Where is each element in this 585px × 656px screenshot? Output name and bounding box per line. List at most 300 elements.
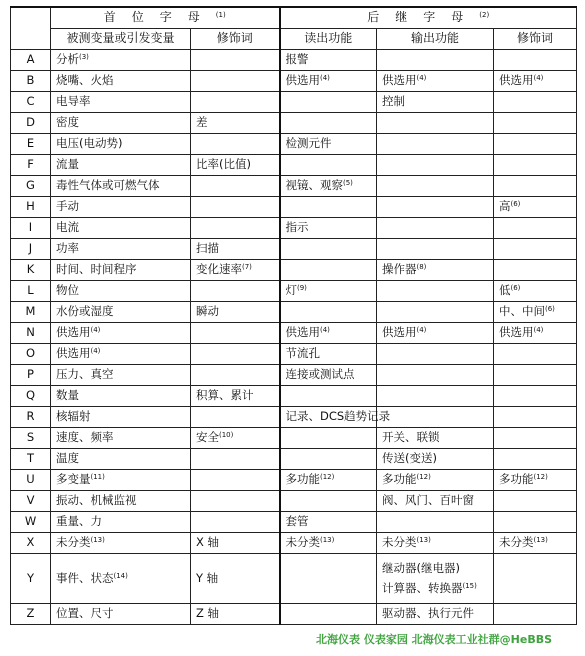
output-function-cell-note: (4) xyxy=(416,74,427,82)
measured-variable-cell-text: 温度 xyxy=(56,451,79,465)
succeeding-modifier-cell xyxy=(494,70,577,91)
letter-cell xyxy=(11,133,51,154)
measured-variable-cell-text: 振动、机械监视 xyxy=(56,493,137,507)
readout-function-cell-text: 记录、DCS趋势记录 xyxy=(285,409,391,423)
readout-function-cell xyxy=(280,91,377,112)
letter-cell-text: H xyxy=(26,199,35,213)
readout-function-cell xyxy=(280,603,377,624)
readout-function-cell-note: (4) xyxy=(320,74,330,82)
output-function-cell-note: (12) xyxy=(416,473,431,481)
measured-variable-cell xyxy=(51,406,191,427)
succeeding-modifier-cell xyxy=(494,364,577,385)
readout-function-cell xyxy=(280,217,377,238)
measured-variable-cell-text: 烧嘴、火焰 xyxy=(56,73,114,87)
succeeding-modifier-cell-note: (6) xyxy=(545,305,555,313)
succeeding-modifier-cell xyxy=(494,603,577,624)
measured-variable-cell-note: (3) xyxy=(79,53,89,61)
measured-variable-cell-text: 时间、时间程序 xyxy=(56,262,137,276)
first-modifier-cell xyxy=(191,385,280,406)
measured-variable-cell xyxy=(51,490,191,511)
letter-cell-text: S xyxy=(26,430,35,444)
table-row xyxy=(11,259,577,280)
succeeding-modifier-cell-note: (4) xyxy=(533,74,544,82)
table-row xyxy=(11,406,577,427)
readout-function-cell xyxy=(280,133,377,154)
readout-function-cell xyxy=(280,49,377,70)
letter-cell xyxy=(11,175,51,196)
succeeding-modifier-cell-text: 未分类 xyxy=(499,535,534,549)
readout-function-cell-note: (9) xyxy=(297,284,307,292)
first-modifier-cell-text: 安全 xyxy=(196,430,219,444)
table-row xyxy=(11,603,577,624)
measured-variable-cell xyxy=(51,427,191,448)
output-function-cell-text: 多功能 xyxy=(382,472,417,486)
measured-variable-cell xyxy=(51,259,191,280)
measured-variable-cell-text: 位置、尺寸 xyxy=(56,606,114,620)
readout-function-cell-text: 指示 xyxy=(285,220,309,234)
readout-function-cell xyxy=(280,532,377,553)
measured-variable-cell xyxy=(51,532,191,553)
output-function-cell xyxy=(377,154,494,175)
measured-variable-cell-text: 速度、频率 xyxy=(56,430,114,444)
letter-cell-text: U xyxy=(26,472,35,486)
readout-function-cell-text: 灯 xyxy=(285,283,297,297)
measured-variable-cell-text: 手动 xyxy=(56,199,79,213)
measured-variable-cell-text: 功率 xyxy=(56,241,79,255)
first-modifier-cell xyxy=(191,322,280,343)
first-modifier-header: 修饰词 xyxy=(191,28,280,49)
measured-variable-cell xyxy=(51,553,191,603)
output-function-line1-text: 继动器(继电器) xyxy=(382,561,460,575)
readout-function-cell xyxy=(280,364,377,385)
table-row xyxy=(11,322,577,343)
first-modifier-cell-text: 瞬动 xyxy=(196,304,219,318)
output-function-cell xyxy=(377,238,494,259)
first-modifier-cell xyxy=(191,196,280,217)
output-function-cell xyxy=(377,490,494,511)
group-header-row xyxy=(11,7,577,28)
first-modifier-cell-note: (7) xyxy=(242,263,252,271)
succeeding-modifier-cell-note: (6) xyxy=(510,284,521,292)
succeeding-modifier-cell xyxy=(494,553,577,603)
measured-variable-cell-text: 数量 xyxy=(56,388,79,402)
measured-variable-cell-note: (14) xyxy=(113,571,128,580)
first-modifier-cell-text: 比率(比值) xyxy=(196,157,251,171)
readout-function-cell xyxy=(280,280,377,301)
output-function-cell xyxy=(377,364,494,385)
first-modifier-cell-text: Y 轴 xyxy=(196,570,219,585)
letter-cell-text: C xyxy=(26,94,35,108)
measured-variable-cell xyxy=(51,217,191,238)
letter-cell xyxy=(11,259,51,280)
letter-cell-text: I xyxy=(28,220,33,234)
measured-variable-cell-text: 分析 xyxy=(56,52,79,66)
succeeding-modifier-cell xyxy=(494,469,577,490)
table-row xyxy=(11,91,577,112)
letter-cell xyxy=(11,112,51,133)
succeeding-letter-group-note: (2) xyxy=(479,11,490,20)
first-letter-group-header xyxy=(51,7,280,28)
first-modifier-cell xyxy=(191,217,280,238)
readout-function-cell-text: 未分类 xyxy=(285,535,320,549)
output-function-cell-text: 操作器 xyxy=(382,262,417,276)
letter-cell xyxy=(11,511,51,532)
first-modifier-cell xyxy=(191,406,280,427)
readout-function-cell-text: 套管 xyxy=(285,514,309,528)
measured-variable-cell-text: 多变量 xyxy=(56,472,91,486)
table-row xyxy=(11,175,577,196)
succeeding-modifier-cell-note: (6) xyxy=(510,200,521,208)
measured-variable-cell xyxy=(51,511,191,532)
readout-function-cell-note: (4) xyxy=(320,326,330,334)
readout-function-cell xyxy=(280,385,377,406)
measured-variable-cell xyxy=(51,301,191,322)
succeeding-modifier-cell xyxy=(494,175,577,196)
output-function-cell xyxy=(377,70,494,91)
succeeding-letter-group-title: 后继字母 xyxy=(367,10,480,25)
table-row xyxy=(11,238,577,259)
output-function-cell xyxy=(377,196,494,217)
first-modifier-cell xyxy=(191,154,280,175)
output-function-cell xyxy=(377,406,494,427)
letter-header-cell xyxy=(11,7,51,49)
readout-function-cell-note: (5) xyxy=(343,179,353,187)
first-modifier-cell xyxy=(191,238,280,259)
first-letter-group-note: (1) xyxy=(215,11,226,20)
table-row xyxy=(11,427,577,448)
output-function-cell xyxy=(377,385,494,406)
succeeding-modifier-header: 修饰词 xyxy=(494,28,577,49)
readout-function-cell xyxy=(280,238,377,259)
succeeding-modifier-cell xyxy=(494,217,577,238)
first-modifier-cell-note: (10) xyxy=(219,431,234,439)
letter-cell-text: D xyxy=(26,115,35,129)
readout-function-cell xyxy=(280,301,377,322)
first-modifier-cell xyxy=(191,280,280,301)
measured-variable-cell xyxy=(51,343,191,364)
succeeding-modifier-cell xyxy=(494,343,577,364)
readout-function-cell xyxy=(280,112,377,133)
first-modifier-cell-text: 积算、累计 xyxy=(196,388,254,402)
letter-cell xyxy=(11,427,51,448)
succeeding-modifier-cell-text: 供选用 xyxy=(499,73,534,87)
letter-cell xyxy=(11,49,51,70)
first-modifier-cell xyxy=(191,133,280,154)
measured-variable-cell-text: 供选用 xyxy=(56,346,91,360)
letter-cell xyxy=(11,301,51,322)
first-modifier-cell xyxy=(191,49,280,70)
letter-cell xyxy=(11,603,51,624)
output-function-cell xyxy=(377,259,494,280)
succeeding-modifier-cell-text: 高 xyxy=(499,199,511,213)
output-function-line2 xyxy=(382,578,493,598)
first-modifier-cell-text: Z 轴 xyxy=(196,606,220,620)
readout-function-cell xyxy=(280,322,377,343)
output-function-cell xyxy=(377,280,494,301)
readout-function-cell xyxy=(280,196,377,217)
succeeding-modifier-cell-text: 多功能 xyxy=(499,472,534,486)
measured-variable-cell xyxy=(51,238,191,259)
table-row xyxy=(11,490,577,511)
output-function-cell xyxy=(377,133,494,154)
first-modifier-cell xyxy=(191,343,280,364)
readout-function-cell-text: 多功能 xyxy=(285,472,320,486)
measured-variable-cell xyxy=(51,364,191,385)
letter-cell xyxy=(11,322,51,343)
letter-cell-text: F xyxy=(27,157,34,171)
succeeding-modifier-cell xyxy=(494,511,577,532)
measured-variable-cell xyxy=(51,603,191,624)
output-function-cell-note: (13) xyxy=(416,536,431,544)
output-function-cell xyxy=(377,343,494,364)
measured-variable-cell-note: (4) xyxy=(90,326,101,334)
succeeding-modifier-cell-note: (12) xyxy=(533,473,548,481)
measured-variable-cell xyxy=(51,112,191,133)
succeeding-modifier-cell xyxy=(494,406,577,427)
first-modifier-cell xyxy=(191,301,280,322)
letter-cell xyxy=(11,385,51,406)
measured-variable-cell xyxy=(51,196,191,217)
measured-variable-cell-text: 事件、状态 xyxy=(56,570,114,585)
readout-function-cell xyxy=(280,259,377,280)
letter-cell-text: Q xyxy=(25,388,36,402)
measured-variable-cell-text: 供选用 xyxy=(56,325,91,339)
table-row xyxy=(11,511,577,532)
readout-function-cell-note: (12) xyxy=(320,473,335,481)
letter-cell-text: N xyxy=(26,325,35,339)
output-function-cell xyxy=(377,49,494,70)
succeeding-modifier-cell xyxy=(494,112,577,133)
table-row xyxy=(11,133,577,154)
first-modifier-cell xyxy=(191,259,280,280)
measured-variable-cell xyxy=(51,70,191,91)
succeeding-modifier-cell xyxy=(494,532,577,553)
letter-cell xyxy=(11,154,51,175)
table-row xyxy=(11,364,577,385)
measured-variable-cell xyxy=(51,469,191,490)
letter-cell xyxy=(11,91,51,112)
first-modifier-cell xyxy=(191,490,280,511)
letter-cell xyxy=(11,469,51,490)
succeeding-modifier-cell xyxy=(494,154,577,175)
measured-variable-header: 被测变量或引发变量 xyxy=(51,28,191,49)
readout-function-cell xyxy=(280,70,377,91)
output-function-cell xyxy=(377,603,494,624)
readout-function-cell-text: 检测元件 xyxy=(285,136,332,150)
output-function-cell-note: (8) xyxy=(416,263,427,271)
readout-function-cell-text: 连接或测试点 xyxy=(285,367,355,381)
first-modifier-cell-text: 扫描 xyxy=(196,241,219,255)
output-function-cell-text: 阀、风门、百叶窗 xyxy=(382,493,474,507)
succeeding-modifier-cell-text: 低 xyxy=(499,283,511,297)
readout-function-cell xyxy=(280,469,377,490)
succeeding-modifier-cell xyxy=(494,49,577,70)
succeeding-modifier-cell-note: (13) xyxy=(533,536,548,544)
output-function-cell-text: 传送(变送) xyxy=(382,451,437,465)
measured-variable-cell-text: 密度 xyxy=(56,115,79,129)
succeeding-modifier-cell xyxy=(494,322,577,343)
table-row xyxy=(11,469,577,490)
measured-variable-cell-text: 电导率 xyxy=(56,94,91,108)
readout-function-cell xyxy=(280,490,377,511)
measured-variable-cell-text: 核辐射 xyxy=(56,409,91,423)
first-modifier-cell xyxy=(191,603,280,624)
succeeding-modifier-cell xyxy=(494,196,577,217)
letter-cell xyxy=(11,364,51,385)
measured-variable-cell-text: 重量、力 xyxy=(56,514,102,528)
succeeding-modifier-cell xyxy=(494,448,577,469)
output-function-cell-text: 开关、联锁 xyxy=(382,430,440,444)
letter-cell xyxy=(11,343,51,364)
instrument-letter-table xyxy=(10,6,577,625)
letter-cell xyxy=(11,448,51,469)
readout-function-cell-text: 视镜、观察 xyxy=(285,178,343,192)
letter-cell-text: E xyxy=(26,136,35,150)
succeeding-modifier-cell xyxy=(494,280,577,301)
first-modifier-cell xyxy=(191,175,280,196)
measured-variable-cell-note: (13) xyxy=(90,536,105,544)
output-function-cell-text: 供选用 xyxy=(382,325,417,339)
output-function-cell xyxy=(377,112,494,133)
first-modifier-cell xyxy=(191,448,280,469)
measured-variable-cell xyxy=(51,385,191,406)
succeeding-letter-group-header xyxy=(280,7,577,28)
table-row xyxy=(11,49,577,70)
output-function-cell xyxy=(377,469,494,490)
table-row xyxy=(11,70,577,91)
first-modifier-cell xyxy=(191,511,280,532)
readout-function-cell-text: 报警 xyxy=(285,52,309,66)
measured-variable-cell xyxy=(51,49,191,70)
output-function-header: 输出功能 xyxy=(377,28,494,49)
letter-cell-text: A xyxy=(26,52,35,66)
output-function-cell-text: 供选用 xyxy=(382,73,417,87)
measured-variable-cell xyxy=(51,133,191,154)
first-modifier-cell xyxy=(191,427,280,448)
succeeding-modifier-cell xyxy=(494,490,577,511)
measured-variable-cell-note: (11) xyxy=(90,473,105,481)
letter-cell xyxy=(11,406,51,427)
table-row xyxy=(11,217,577,238)
letter-cell-text: B xyxy=(26,73,35,87)
first-modifier-cell xyxy=(191,364,280,385)
succeeding-modifier-cell-note: (4) xyxy=(533,326,544,334)
table-row xyxy=(11,343,577,364)
table-row xyxy=(11,196,577,217)
first-modifier-cell-text: 差 xyxy=(196,115,208,129)
sub-header-row xyxy=(11,28,577,49)
readout-function-cell xyxy=(280,175,377,196)
output-function-cell-note: (4) xyxy=(416,326,427,334)
letter-cell-text: G xyxy=(26,178,35,192)
output-function-cell xyxy=(377,217,494,238)
output-function-cell xyxy=(377,511,494,532)
measured-variable-cell-text: 电压(电动势) xyxy=(56,136,123,150)
first-modifier-cell xyxy=(191,532,280,553)
letter-cell xyxy=(11,532,51,553)
output-function-cell xyxy=(377,448,494,469)
measured-variable-cell xyxy=(51,280,191,301)
output-function-line2-note: (15) xyxy=(462,582,477,590)
succeeding-modifier-cell xyxy=(494,385,577,406)
readout-function-header: 读出功能 xyxy=(280,28,377,49)
measured-variable-cell-text: 压力、真空 xyxy=(56,367,114,381)
measured-variable-cell xyxy=(51,175,191,196)
letter-cell xyxy=(11,490,51,511)
measured-variable-cell xyxy=(51,448,191,469)
output-function-cell-text: 控制 xyxy=(382,94,405,108)
readout-function-cell-text: 节流孔 xyxy=(285,346,320,360)
letter-cell xyxy=(11,196,51,217)
output-function-line2-text: 计算器、转换器 xyxy=(382,581,463,595)
readout-function-cell xyxy=(280,553,377,603)
table-row xyxy=(11,112,577,133)
succeeding-modifier-cell xyxy=(494,301,577,322)
readout-function-cell xyxy=(280,448,377,469)
readout-function-cell xyxy=(280,343,377,364)
output-function-cell xyxy=(377,91,494,112)
letter-cell-text: L xyxy=(27,283,34,297)
watermark-text: 北海仪表 仪表家园 北海仪表工业社群@HeBBS xyxy=(316,633,553,646)
letter-cell xyxy=(11,217,51,238)
measured-variable-cell-text: 电流 xyxy=(56,220,79,234)
first-letter-group-title: 首位字母 xyxy=(103,10,216,25)
letter-cell-text: Y xyxy=(26,570,35,585)
letter-cell-text: V xyxy=(26,493,35,507)
table-row xyxy=(11,553,577,603)
letter-cell-text: P xyxy=(27,367,34,381)
succeeding-modifier-cell xyxy=(494,238,577,259)
output-function-cell-text: 未分类 xyxy=(382,535,417,549)
readout-function-cell xyxy=(280,511,377,532)
letter-cell-text: K xyxy=(26,262,35,276)
table-row xyxy=(11,448,577,469)
first-modifier-cell-text: 变化速率 xyxy=(196,262,242,276)
succeeding-modifier-cell-text: 供选用 xyxy=(499,325,534,339)
letter-cell xyxy=(11,553,51,603)
letter-cell-text: T xyxy=(26,451,35,465)
table-row xyxy=(11,280,577,301)
letter-cell xyxy=(11,238,51,259)
table-row xyxy=(11,385,577,406)
first-modifier-cell-text: X 轴 xyxy=(196,535,220,549)
measured-variable-cell-text: 物位 xyxy=(56,283,79,297)
output-function-cell xyxy=(377,532,494,553)
letter-cell-text: R xyxy=(26,409,35,423)
output-function-cell xyxy=(377,553,494,603)
letter-cell-text: W xyxy=(24,514,37,528)
readout-function-cell-text: 供选用 xyxy=(285,73,320,87)
succeeding-modifier-cell xyxy=(494,427,577,448)
first-modifier-cell xyxy=(191,112,280,133)
first-modifier-cell xyxy=(191,91,280,112)
output-function-cell xyxy=(377,301,494,322)
measured-variable-cell-text: 流量 xyxy=(56,157,79,171)
readout-function-cell-note: (13) xyxy=(320,536,335,544)
first-modifier-cell xyxy=(191,70,280,91)
measured-variable-cell xyxy=(51,322,191,343)
letter-cell-text: O xyxy=(25,346,36,360)
output-function-cell xyxy=(377,427,494,448)
letter-cell-text: X xyxy=(26,535,35,549)
output-function-cell xyxy=(377,322,494,343)
letter-cell xyxy=(11,70,51,91)
readout-function-cell xyxy=(280,406,391,427)
letter-cell-text: Z xyxy=(26,606,35,620)
letter-cell xyxy=(11,280,51,301)
output-function-cell xyxy=(377,175,494,196)
measured-variable-cell-note: (4) xyxy=(90,347,101,355)
